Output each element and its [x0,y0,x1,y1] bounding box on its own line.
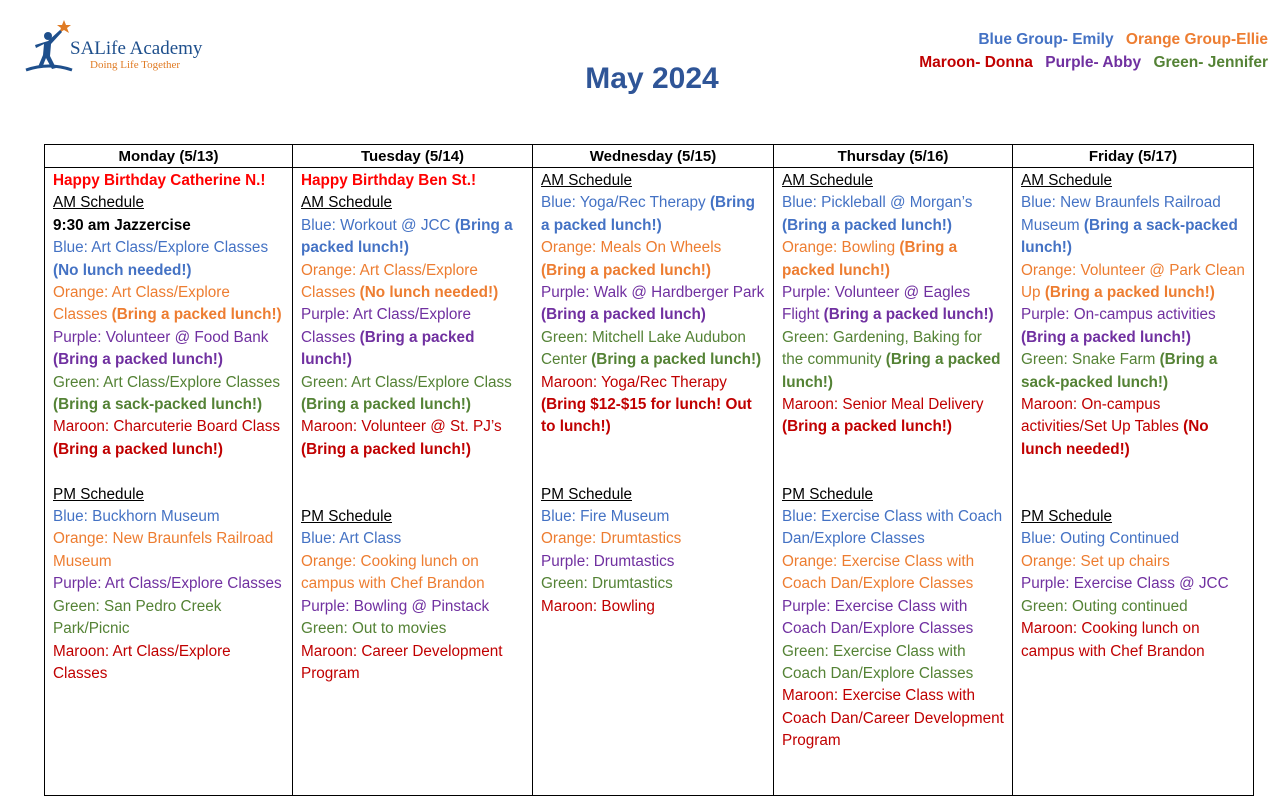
day-cell-tuesday [293,168,533,796]
activity: Purple: On-campus activities [1021,306,1216,324]
lunch-note: (Bring a packed lunch!) [53,351,223,369]
lunch-note: (No lunch needed!) [1021,418,1209,458]
am-entry-purple [1021,304,1247,349]
activity: Orange: Art Class/Explore Classes [53,284,230,324]
lunch-note: (Bring a packed lunch!) [782,216,952,234]
page-title: May 2024 [585,62,719,95]
am-entry-purple [301,304,526,371]
pm-entry-green: Green: Drumtastics [541,575,673,593]
pm-entry-maroon: Maroon: Exercise Class with Coach Dan/Career Development Program [782,687,1004,750]
pm-entry-purple: Purple: Bowling @ Pinstack [301,597,490,615]
pm-schedule-heading: PM Schedule [301,508,392,526]
am-entry-green [53,372,286,417]
lunch-note: (Bring a packed lunch!) [541,261,711,279]
activity: Blue: Yoga/Rec Therapy [541,194,710,212]
pm-entry-blue: Blue: Fire Museum [541,508,670,526]
lunch-note: (Bring a packed lunch!) [541,194,755,234]
day-cell-friday [1013,168,1254,796]
activity: Blue: Art Class/Explore Classes [53,239,269,257]
lunch-note: (Bring a packed lunch!) [111,306,282,324]
lunch-note: (Bring a sack-packed lunch!) [1021,351,1218,391]
day-header: Friday (5/17) [1013,145,1254,168]
am-schedule-heading: AM Schedule [53,194,144,212]
activity: Orange: Meals On Wheels [541,239,722,257]
activity: Maroon: Volunteer @ St. PJ’s [301,418,502,436]
activity: Orange: Volunteer @ Park Clean Up [1021,261,1245,302]
weekly-schedule-table [44,144,1254,796]
lunch-note: (No lunch needed!) [53,261,192,279]
lunch-note: (Bring a packed lunch!) [301,216,513,257]
day-header: Tuesday (5/14) [293,145,533,168]
pm-entry-orange: Orange: Cooking lunch on campus with Chef Brandon [301,552,485,593]
am-entry-orange [53,282,286,327]
lunch-note: (Bring a sack-packed lunch!) [53,396,263,414]
lunch-note: (Bring a packed lunch!) [782,351,1001,391]
pm-entry-green: Green: Exercise Class with Coach Dan/Explore Classes [782,642,974,682]
birthday-note: Happy Birthday Ben St.! [301,172,477,189]
day-cell-thursday [774,168,1013,796]
day-header: Monday (5/13) [45,145,293,168]
pm-entry-maroon: Maroon: Career Development Program [301,642,503,682]
pm-entry-maroon: Maroon: Cooking lunch on campus with Chef Brandon [1021,620,1205,660]
lunch-note: (Bring a packed lunch!) [1044,284,1215,302]
am-schedule-heading: AM Schedule [301,194,392,212]
pm-entry-maroon: Maroon: Art Class/Explore Classes [53,642,231,682]
logo [24,18,224,78]
pm-entry-green: Green: Outing continued [1021,597,1188,615]
pm-entry-maroon: Maroon: Bowling [541,597,655,615]
am-entry-blue [53,237,286,282]
activity: Orange: Art Class/Explore Classes [301,261,478,302]
activity: Orange: Bowling [782,239,900,257]
activity: Green: Gardening, Baking for the community [782,328,982,369]
lunch-note: (Bring a packed lunch!) [823,306,994,324]
activity: Maroon: On-campus activities/Set Up Tables [1021,396,1184,436]
am-schedule-heading: AM Schedule [782,172,873,189]
am-entry-maroon [1021,394,1247,461]
pm-entry-green: Green: San Pedro Creek Park/Picnic [53,597,222,638]
am-entry-blue [301,215,526,260]
pm-entry-purple: Purple: Exercise Class @ JCC [1021,575,1229,593]
activity: Green: Art Class/Explore Classes [53,373,280,391]
am-entry-purple [541,282,767,327]
lunch-note: (Bring a packed lunch!) [301,328,475,369]
pm-entry-orange: Orange: New Braunfels Railroad Museum [53,530,274,570]
activity: Blue: Workout @ JCC [301,216,455,234]
activity: Green: Mitchell Lake Audubon Center [541,328,746,369]
group-legend [919,28,1268,74]
day-cell-wednesday [533,168,774,796]
pm-entry-purple: Purple: Drumtastics [541,552,675,570]
activity: Purple: Volunteer @ Food Bank [53,328,269,346]
lunch-note: (Bring $12-$15 for lunch! Out to lunch!) [541,396,752,436]
pm-schedule-heading: PM Schedule [53,485,144,503]
lunch-note: (No lunch needed!) [359,284,499,302]
activity: Purple: Art Class/Explore Classes [301,306,472,346]
day-cell-monday [45,168,293,796]
lunch-note: (Bring a packed lunch!) [782,239,958,279]
am-entry-blue [1021,192,1247,259]
pm-entry-purple: Purple: Exercise Class with Coach Dan/Explore Classes [782,597,974,638]
pm-entry-blue: Blue: Exercise Class with Coach Dan/Explore Classes [782,508,1003,548]
activity: Green: Snake Farm [1021,351,1160,369]
activity: Purple: Volunteer @ Eagles Flight [782,284,971,324]
birthday-note: Happy Birthday Catherine N.! [53,172,266,189]
day-header: Thursday (5/16) [774,145,1013,168]
activity: Blue: New Braunfels Railroad Museum [1021,194,1221,234]
am-entry-orange [1021,260,1247,305]
logo-brand: SALife Academy [70,38,203,59]
pm-entry-blue: Blue: Art Class [301,530,402,548]
am-entry-green [301,372,526,417]
am-entry-blue [541,192,767,237]
pm-entry-blue: Blue: Buckhorn Museum [53,508,220,526]
pm-entry-orange: Orange: Exercise Class with Coach Dan/Explore Classes [782,552,975,593]
day-header: Wednesday (5/15) [533,145,774,168]
am-entry-maroon [541,372,767,439]
am-entry-purple [53,327,286,372]
activity: Maroon: Senior Meal Delivery [782,396,984,414]
am-entry-maroon [53,416,286,461]
special-event: 9:30 am Jazzercise [53,216,191,234]
activity: Green: Art Class/Explore Class [301,373,512,391]
pm-schedule-heading: PM Schedule [541,485,632,503]
activity: Blue: Pickleball @ Morgan’s [782,194,973,212]
lunch-note: (Bring a packed lunch!) [782,418,952,436]
am-entry-purple [782,282,1006,327]
lunch-note: (Bring a sack-packed lunch!) [1021,216,1238,257]
activity: Purple: Walk @ Hardberger Park [541,284,765,302]
am-schedule-heading: AM Schedule [1021,172,1112,189]
am-schedule-heading: AM Schedule [541,172,632,189]
pm-entry-purple: Purple: Art Class/Explore Classes [53,575,282,593]
am-entry-blue [782,192,1006,237]
lunch-note: (Bring a packed lunch!) [301,440,471,458]
activity: Maroon: Yoga/Rec Therapy [541,373,727,391]
activity: Maroon: Charcuterie Board Class [53,418,281,436]
am-entry-maroon [301,416,526,461]
pm-entry-orange: Orange: Drumtastics [541,530,682,548]
lunch-note: (Bring a packed lunch!) [53,440,223,458]
lunch-note: (Bring a packed lunch!) [591,351,762,369]
pm-entry-green: Green: Out to movies [301,620,447,638]
am-entry-green [782,327,1006,394]
legend-purple: Purple- Abby [1045,54,1142,71]
legend-maroon: Maroon- Donna [919,54,1033,71]
lunch-note: (Bring a packed lunch!) [301,396,471,414]
lunch-note: (Bring a packed lunch) [541,306,706,324]
lunch-note: (Bring a packed lunch!) [1021,328,1191,346]
am-entry-green [1021,349,1247,394]
am-entry-orange [301,260,526,305]
pm-entry-blue: Blue: Outing Continued [1021,530,1180,548]
pm-schedule-heading: PM Schedule [1021,508,1112,526]
logo-tagline: Doing Life Together [90,59,181,71]
am-entry-orange [541,237,767,282]
legend-blue: Blue Group- Emily [978,31,1114,48]
legend-orange: Orange Group-Ellie [1125,31,1268,48]
pm-schedule-heading: PM Schedule [782,485,873,503]
am-entry-maroon [782,394,1006,439]
pm-entry-orange: Orange: Set up chairs [1021,552,1170,570]
legend-green: Green- Jennifer [1153,54,1268,71]
am-entry-green [541,327,767,372]
am-entry-orange [782,237,1006,282]
